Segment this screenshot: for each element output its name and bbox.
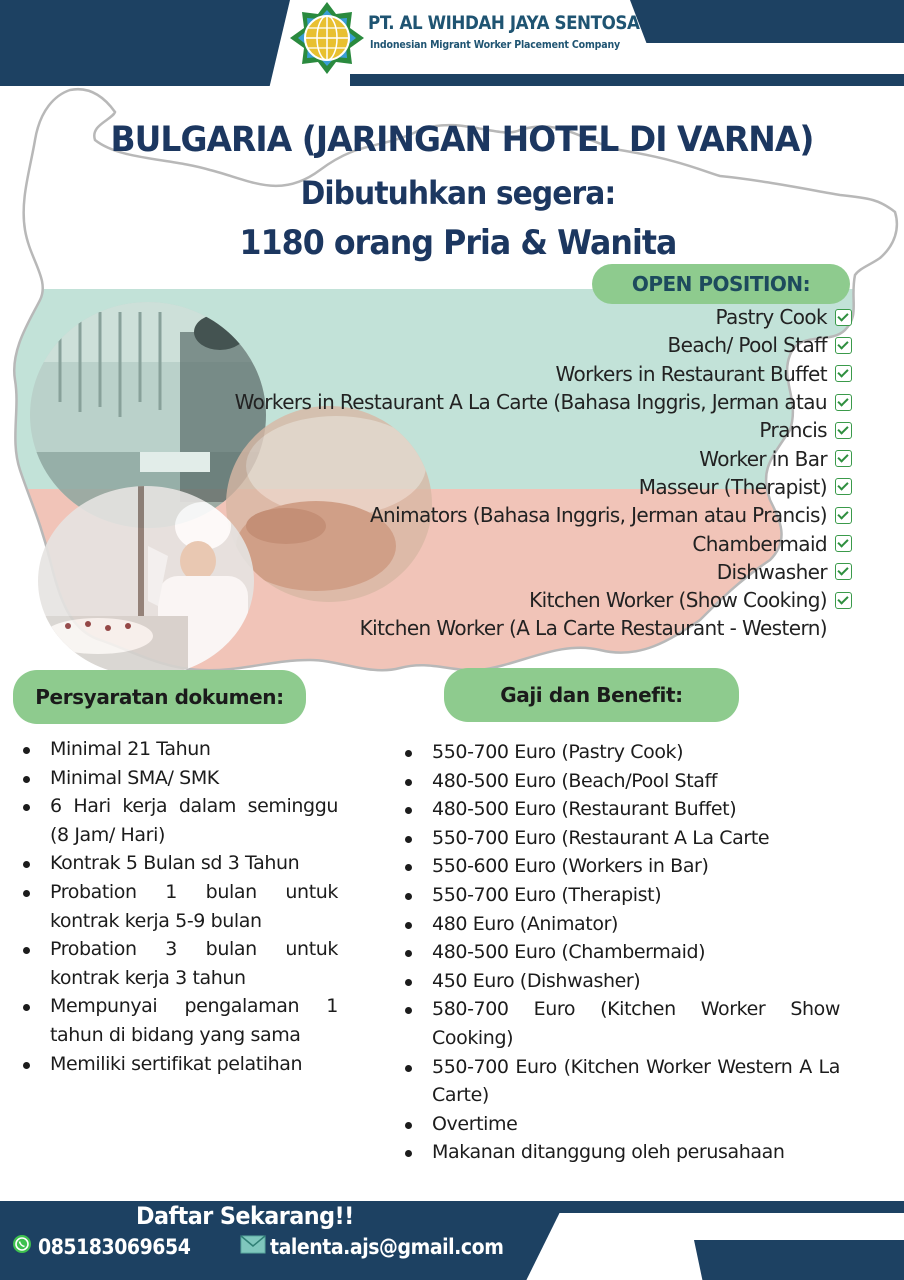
phone-number[interactable]: 085183069654 [38,1234,191,1259]
position-label: Kitchen Worker (A La Carte Restaurant - Western) [359,616,827,641]
requirements-list [14,735,338,1078]
whatsapp-icon [12,1234,32,1259]
company-name: PT. AL WIHDAH JAYA SENTOSA [368,12,640,34]
salary-item: 480-500 Euro (Restaurant Buffet) [396,795,840,824]
salary-item: 550-700 Euro (Restaurant A La Carte [396,824,840,853]
checkbox-checked-icon [835,394,852,411]
salary-benefit-heading: Gaji dan Benefit: [444,668,739,722]
open-position-list [100,303,852,643]
position-label: Masseur (Therapist) [638,474,827,499]
requirement-item: Probation 1 bulan untuk kontrak kerja 5-9 bulan [14,878,338,935]
position-item [100,444,852,472]
salary-item: 480 Euro (Animator) [396,910,840,939]
phone-contact[interactable] [12,1234,207,1259]
salary-item: 480-500 Euro (Beach/Pool Staff [396,767,840,796]
checkbox-checked-icon [835,563,852,580]
position-item [100,416,852,444]
position-label: Chambermaid [692,531,827,556]
salary-item: 480-500 Euro (Chambermaid) [396,938,840,967]
position-label: Prancis [759,418,827,443]
subtitle-headcount: 1180 orang Pria & Wanita [239,223,677,263]
salary-item: Overtime [396,1110,840,1139]
checkbox-checked-icon [835,535,852,552]
salary-item: 550-700 Euro (Pastry Cook) [396,738,840,767]
requirement-item: Minimal 21 Tahun [14,735,338,764]
salary-item: 550-600 Euro (Workers in Bar) [396,852,840,881]
header-band-right [630,0,904,43]
footer-band-top [550,1201,904,1213]
requirements-heading: Persyaratan dokumen: [13,670,306,724]
checkbox-checked-icon [835,337,852,354]
salary-benefit-list [396,738,840,1167]
company-logo-icon [290,2,364,74]
position-item [100,360,852,388]
position-item [100,614,852,642]
position-item [100,473,852,501]
checkbox-checked-icon [835,478,852,495]
requirement-item: 6 Hari kerja dalam seminggu (8 Jam/ Hari) [14,792,338,849]
position-item [100,501,852,529]
requirement-item: Probation 3 bulan untuk kontrak kerja 3 tahun [14,935,338,992]
salary-item: Makanan ditanggung oleh perusahaan [396,1138,840,1167]
register-now-cta: Daftar Sekarang!! [136,1202,354,1230]
checkbox-checked-icon [835,507,852,524]
company-tagline: Indonesian Migrant Worker Placement Company [370,38,621,51]
position-label: Beach/ Pool Staff [667,333,827,358]
page-title: BULGARIA (JARINGAN HOTEL DI VARNA) [110,120,814,160]
checkbox-checked-icon [835,309,852,326]
position-label: Animators (Bahasa Inggris, Jerman atau Prancis) [369,503,827,528]
subtitle-urgent: Dibutuhkan segera: [300,174,616,212]
mail-icon [240,1234,266,1259]
footer-band-right [694,1240,904,1280]
email-address[interactable]: talenta.ajs@gmail.com [270,1234,504,1259]
checkbox-checked-icon [835,422,852,439]
position-item [100,529,852,557]
requirement-item: Mempunyai pengalaman 1 tahun di bidang yang sama [14,992,338,1049]
header-band-left [0,0,290,86]
open-position-heading: OPEN POSITION: [592,264,850,304]
salary-item: 450 Euro (Dishwasher) [396,967,840,996]
requirement-item: Kontrak 5 Bulan sd 3 Tahun [14,849,338,878]
salary-item: 580-700 Euro (Kitchen Worker Show Cooking) [396,995,840,1052]
position-label: Worker in Bar [699,446,827,471]
salary-item: 550-700 Euro (Kitchen Worker Western A La Carte) [396,1053,840,1110]
position-item [100,303,852,331]
requirement-item: Memiliki sertifikat pelatihan [14,1050,338,1079]
position-item [100,331,852,359]
position-label: Workers in Restaurant Buffet [555,361,827,386]
position-label: Kitchen Worker (Show Cooking) [529,588,827,613]
salary-item: 550-700 Euro (Therapist) [396,881,840,910]
position-label: Pastry Cook [715,305,827,330]
checkbox-checked-icon [835,450,852,467]
position-item [100,388,852,416]
position-item [100,558,852,586]
checkbox-checked-icon [835,365,852,382]
position-label: Dishwasher [716,559,827,584]
email-contact[interactable] [240,1234,529,1259]
position-item [100,586,852,614]
requirement-item: Minimal SMA/ SMK [14,764,338,793]
position-label: Workers in Restaurant A La Carte (Bahasa Inggris, Jerman atau [234,390,827,415]
checkbox-checked-icon [835,592,852,609]
